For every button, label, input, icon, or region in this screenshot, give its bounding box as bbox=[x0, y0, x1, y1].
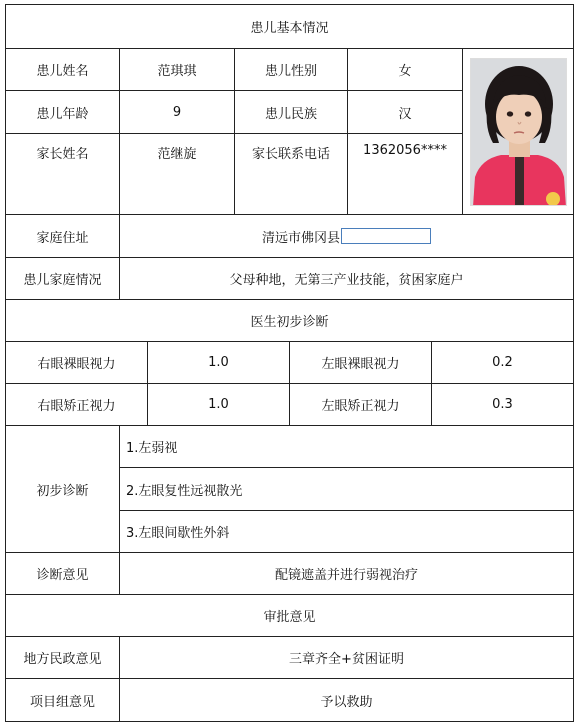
address-detail-field[interactable] bbox=[341, 228, 431, 244]
right-naked-label: 右眼裸眼视力 bbox=[6, 342, 148, 384]
project-team-value: 予以救助 bbox=[320, 694, 373, 710]
parent-value: 范继旋 bbox=[120, 134, 235, 215]
parent-label: 家长姓名 bbox=[6, 134, 120, 215]
diagnosis-item: 3.左眼间歇性外斜 bbox=[120, 511, 573, 553]
opinion-label: 诊断意见 bbox=[6, 553, 120, 595]
phone-value: 1362056**** bbox=[348, 134, 463, 215]
left-corrected-value: 0.3 bbox=[432, 384, 573, 426]
name-label: 患儿姓名 bbox=[6, 49, 120, 91]
left-naked-value: 0.2 bbox=[432, 342, 573, 384]
patient-form-table bbox=[5, 4, 574, 722]
family-label: 患儿家庭情况 bbox=[6, 258, 120, 300]
right-corrected-value: 1.0 bbox=[148, 384, 290, 426]
form-title: 患儿基本情况 bbox=[6, 5, 573, 49]
address-label: 家庭住址 bbox=[6, 215, 120, 258]
name-value: 范琪琪 bbox=[120, 49, 235, 91]
left-corrected-label: 左眼矫正视力 bbox=[290, 384, 432, 426]
project-team-label: 项目组意见 bbox=[6, 679, 120, 721]
right-corrected-label: 右眼矫正视力 bbox=[6, 384, 148, 426]
age-label: 患儿年龄 bbox=[6, 91, 120, 134]
diagnosis-item: 1.左弱视 bbox=[120, 426, 573, 468]
ethnicity-value: 汉 bbox=[348, 91, 463, 134]
approval-section-title: 审批意见 bbox=[6, 595, 573, 637]
address-value-cell bbox=[120, 215, 573, 258]
phone-label: 家长联系电话 bbox=[235, 134, 348, 215]
patient-portrait bbox=[471, 59, 567, 206]
civil-affairs-value: 三章齐全+贫困证明 bbox=[120, 637, 573, 679]
photo-cell bbox=[463, 49, 573, 215]
patient-photo bbox=[470, 58, 567, 206]
family-value: 父母种地，无第三产业技能，贫困家庭户 bbox=[120, 258, 573, 300]
left-naked-label: 左眼裸眼视力 bbox=[290, 342, 432, 384]
gender-value: 女 bbox=[348, 49, 463, 91]
gender-label: 患儿性别 bbox=[235, 49, 348, 91]
opinion-value: 配镜遮盖并进行弱视治疗 bbox=[120, 553, 573, 595]
address-value: 清远市佛冈县 bbox=[261, 230, 340, 246]
age-value: 9 bbox=[120, 91, 235, 134]
civil-affairs-label: 地方民政意见 bbox=[6, 637, 120, 679]
right-naked-value: 1.0 bbox=[148, 342, 290, 384]
diagnosis-section-title: 医生初步诊断 bbox=[6, 300, 573, 342]
ethnicity-label: 患儿民族 bbox=[235, 91, 348, 134]
initial-diagnosis-label: 初步诊断 bbox=[6, 426, 120, 553]
diagnosis-item: 2.左眼复性远视散光 bbox=[120, 468, 573, 511]
